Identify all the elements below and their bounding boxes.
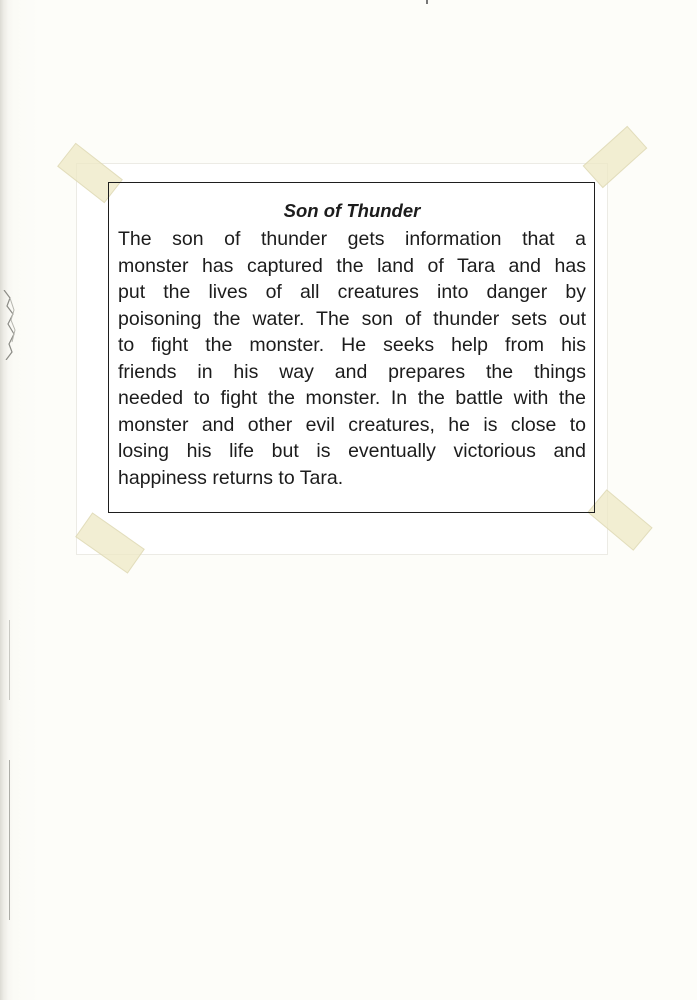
story-text-line: poisoning the water. The son of thunder sets out bbox=[118, 307, 586, 330]
story-text-line: happiness returns to Tara. bbox=[118, 466, 344, 489]
story-text-line: needed to fight the monster. In the battle with the bbox=[118, 387, 586, 409]
story-text-line: to fight the monster. He seeks help from his bbox=[118, 334, 586, 356]
story-text-line: The son of thunder gets information that a bbox=[118, 228, 586, 250]
page-edge-mark bbox=[9, 620, 10, 700]
scan-mark bbox=[426, 0, 428, 4]
torn-page-edge bbox=[2, 290, 18, 360]
page-binding-edge bbox=[0, 0, 8, 1000]
story-text-line: monster has captured the land of Tara and has bbox=[118, 254, 586, 277]
story-text-line: losing his life but is eventually victorious and bbox=[118, 440, 586, 462]
story-summary-box bbox=[108, 182, 595, 513]
story-text-line: put the lives of all creatures into danger by bbox=[118, 281, 586, 303]
story-text-line: monster and other evil creatures, he is close to bbox=[118, 413, 586, 436]
story-title: Son of Thunder bbox=[283, 200, 421, 221]
page-edge-mark bbox=[9, 760, 10, 920]
story-text-line: friends in his way and prepares the things bbox=[118, 360, 586, 383]
